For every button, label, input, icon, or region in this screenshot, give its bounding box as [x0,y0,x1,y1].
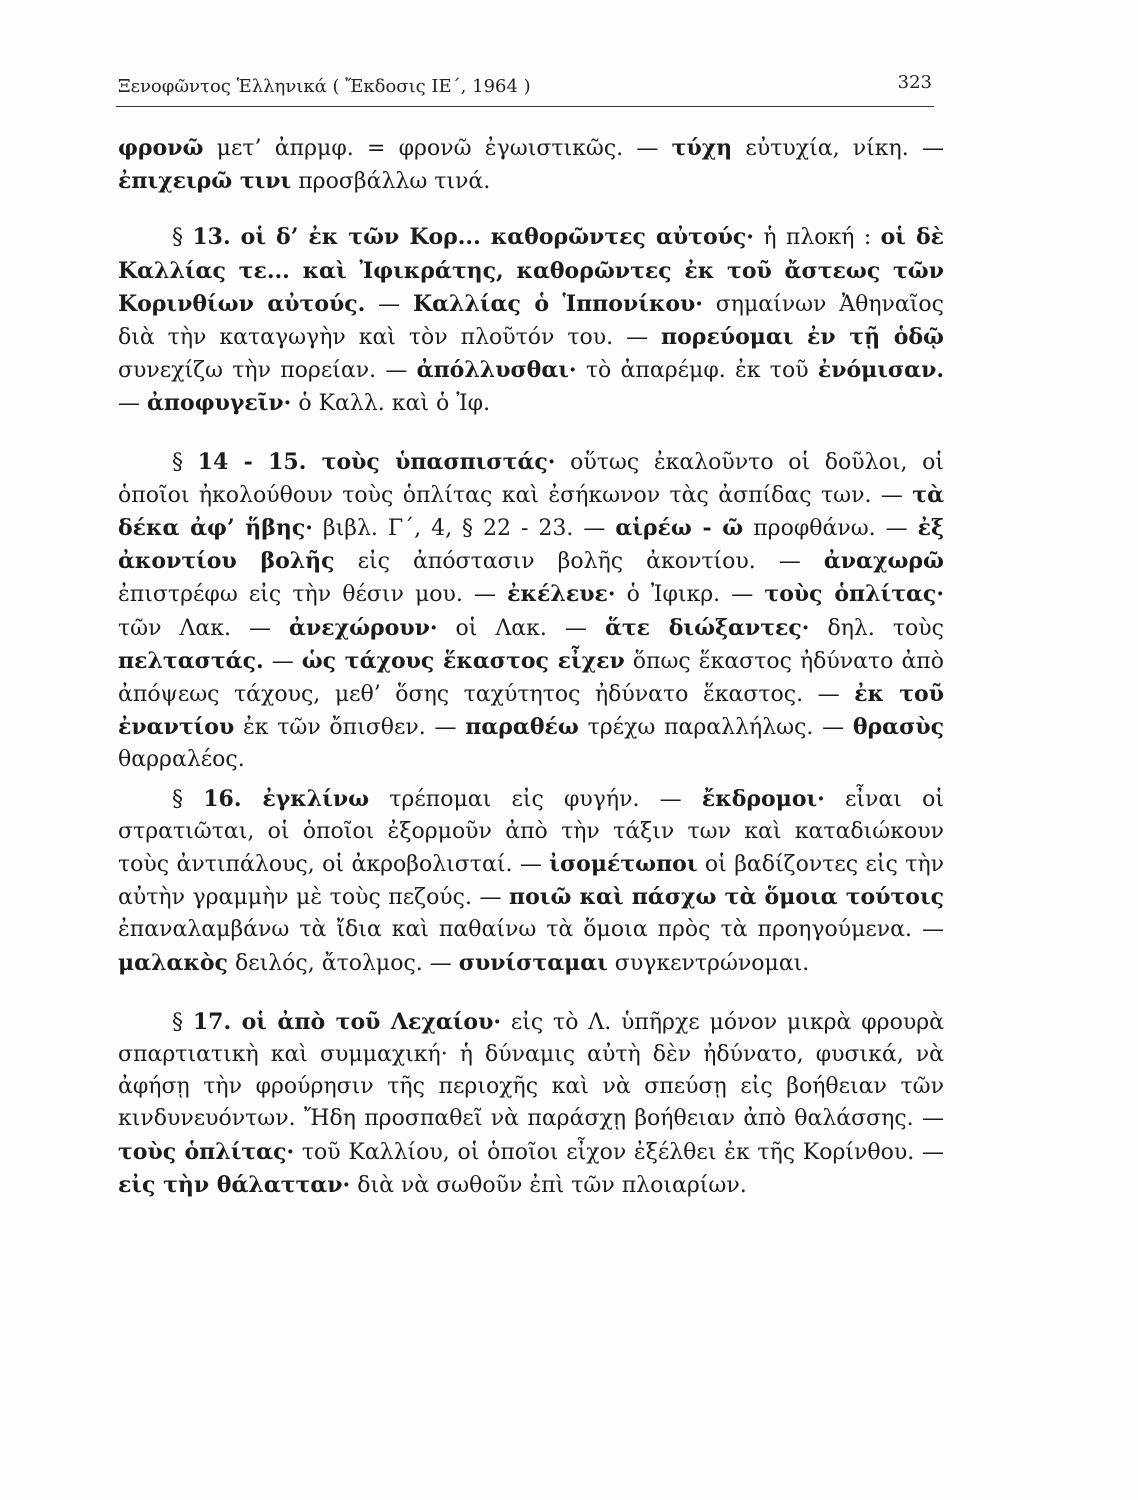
lemma-term: αἱρέω - ῶ [615,515,744,542]
lemma-term: τοὺς ὁπλίτας· [118,1138,295,1165]
lemma-term: ἐξ ἀκοντίου βολῆς [118,515,944,575]
gloss-text: μετ’ ἀπρμφ. = φρονῶ ἐγωιστικῶς. — [203,136,672,161]
lemma-term: 14 - 15. τοὺς ὑπασπιστάς· [197,448,556,475]
section-13 [118,221,944,420]
gloss-text: εἰς ἀπόστασιν βολῆς ἀκοντίου. — [334,549,824,575]
gloss-text: ὁ Καλλ. καὶ ὁ Ἰφ. [291,391,491,417]
gloss-text: τρέχω παραλλήλως. — [578,715,853,741]
lemma-term: ἐκέλευε· [507,581,616,608]
gloss-text: προσβάλλω τινά. [291,169,491,195]
lemma-term: ἀποφυγεῖν· [147,390,292,417]
lemma-term: τὰ δέκα ἀφ’ ἥβης· [118,481,944,542]
lemma-term: μαλακὸς [118,949,228,976]
gloss-text: ὁ Ἰφικρ. — [615,582,765,608]
lemma-term: ἐνόμισαν. [817,357,944,384]
section-16 [118,783,944,980]
lemma-term: ἐπιχειρῶ τινι [118,168,292,195]
lemma-term: ἰσομέτωποι [549,851,698,878]
gloss-text: τρέπομαι εἰς φυγήν. — [369,786,702,812]
lemma-term: ἀναχωρῶ [823,548,944,575]
gloss-text: βιβλ. Γ΄, 4, § 22 - 23. — [312,516,616,542]
glosses-continued [118,132,944,198]
section-17 [118,1006,944,1202]
gloss-text: συνεχίζω τὴν πορείαν. — [118,358,417,384]
gloss-text: τοῦ Καλλίου, οἱ ὁποῖοι εἶχον ἐξέλθει ἐκ τῆς Κορίνθου. — [294,1139,944,1165]
gloss-text: τῶν Λακ. — [118,615,290,641]
lemma-term: ἀνεχώρουν· [289,614,438,641]
gloss-text: τὸ ἀπαρέμφ. ἐκ τοῦ [576,358,818,384]
lemma-term: 13. οἱ δ’ ἐκ τῶν Κορ... καθορῶντες αὐτούς· [192,224,754,251]
header-rule [116,106,934,107]
gloss-text: δειλός, ἄτολμος. — [227,950,459,976]
commentary-body [118,132,944,1202]
gloss-text: ἐπιστρέφω εἰς τὴν θέσιν μου. — [118,582,508,608]
lemma-term: ἔκδρομοι· [701,785,825,812]
gloss-text: εἰς τὸ Λ. ὑπῆρχε μόνον μικρὰ φρουρὰ σπαρτιατικὴ καὶ συμμαχική· ἡ δύναμις αὐτὴ δὲν ἠδύνατο, φυσικά, νὰ ἀφήσῃ τὴν φρούρησιν τῆς περιοχῆς καὶ νὰ σπεύσῃ εἰς βοήθειαν τῶν κινδυνευόντων. Ἤδη προσπαθεῖ νὰ παράσχῃ βοήθειαν ἀπὸ θαλάσσης. — [118,1009,944,1132]
gloss-text: ὅπως ἕκαστος ἠδύνατο ἀπὸ ἀπόψεως τάχους, μεθ’ ὅσης ταχύτητος ἠδύνατο ἕκαστος. — [118,648,944,708]
lemma-term: θρασὺς [852,714,944,741]
lemma-term: συνίσταμαι [458,949,608,976]
gloss-text: προφθάνω. — [743,516,918,542]
gloss-text: συγκεντρώνομαι. [607,950,810,976]
gloss-text: σημαίνων Ἀθηναῖος διὰ τὴν καταγωγὴν καὶ τὸν πλοῦτόν του. — [118,291,944,351]
gloss-text: εὐτυχία, νίκη. — [732,136,944,161]
lemma-term: τοὺς ὁπλίτας· [764,581,944,608]
gloss-text: § [172,786,204,812]
page-number: 323 [897,72,932,93]
gloss-text: διὰ νὰ σωθοῦν ἐπὶ τῶν πλοιαρίων. [350,1172,747,1198]
gloss-text: — [118,391,147,417]
gloss-text: οἱ βαδίζοντες εἰς τὴν αὐτὴν γραμμὴν μὲ τοὺς πεζούς. — [118,852,945,911]
lemma-term: πελταστάς. [118,647,264,674]
lemma-term: εἰς τὴν θάλατταν· [118,1171,351,1198]
lemma-term: ὡς τάχους ἕκαστος εἶχεν [301,647,625,674]
lemma-term: τύχη [671,135,733,161]
gloss-text: ἡ πλοκή : [753,225,881,251]
gloss-text: — [263,648,302,674]
lemma-term: 16. ἐγκλίνω [203,785,370,812]
lemma-term: ἀπόλλυσθαι· [416,357,577,384]
gloss-text: θαρραλέος. [118,747,245,773]
gloss-text: οἱ Λακ. — [437,615,605,641]
gloss-text: ἐκ τῶν ὄπισθεν. — [234,715,466,741]
gloss-text: § [172,449,198,475]
lemma-term: ποιῶ καὶ πάσχω τὰ ὅμοια τούτοις [509,884,944,911]
header-title: Ξενοφῶντος Ἑλληνικά ( Ἔκδοσις ΙΕ΄, 1964 ) [118,76,531,97]
lemma-term: φρονῶ [118,135,204,161]
gloss-text: § [172,1009,193,1035]
gloss-text: δηλ. τοὺς [809,615,944,641]
lemma-term: ἅτε διώξαντες· [604,614,810,641]
lemma-term: Καλλίας ὁ Ἱππονίκου· [412,290,703,317]
gloss-text: εἶναι οἱ στρατιῶται, οἱ ὁποῖοι ἐξορμοῦν ἀπὸ τὴν τάξιν των καὶ καταδιώκουν τοὺς ἀντιπάλους, οἱ ἀκροβολισταί. — [118,786,944,878]
lemma-term: οἱ δὲ Καλλίας τε... καὶ Ἰφικράτης, καθορῶντες ἐκ τοῦ ἄστεως τῶν Κορινθίων αὐτούς. [118,224,944,317]
gloss-text: § [172,225,193,251]
running-header [118,72,932,102]
lemma-term: παραθέω [465,714,579,741]
lemma-term: ἐκ τοῦ ἐναντίου [118,681,944,741]
gloss-text: ἐπαναλαμβάνω τὰ ἴδια καὶ παθαίνω τὰ ὅμοια πρὸς τὰ προηγούμενα. — [118,917,944,943]
lemma-term: πορεύομαι ἐν τῇ ὁδῷ [661,324,944,351]
lemma-term: 17. οἱ ἀπὸ τοῦ Λεχαίου· [192,1008,502,1035]
section-14-15 [118,446,944,777]
gloss-text: — [365,291,413,317]
gloss-text: οὕτως ἐκαλοῦντο οἱ δοῦλοι, οἱ ὁποῖοι ἠκολούθουν τοὺς ὁπλίτας καὶ ἐσήκωνον τὰς ἀσπίδας των. — [118,449,944,508]
